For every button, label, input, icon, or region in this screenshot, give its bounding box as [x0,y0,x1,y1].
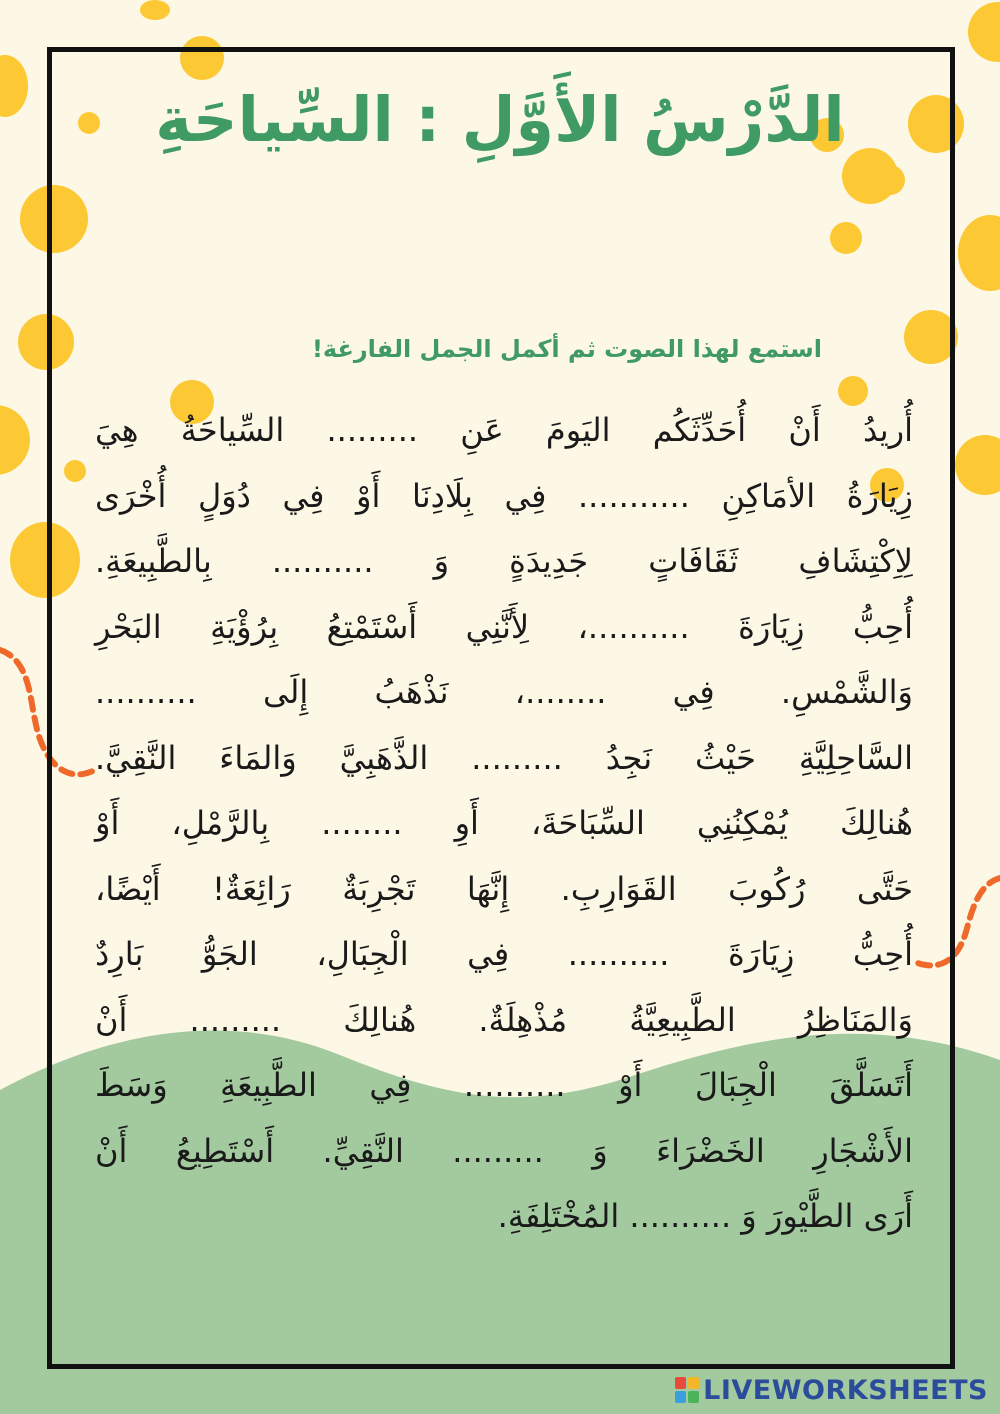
page-title: الدَّرْسُ الأَوَّلِ : السِّياحَةِ [155,83,845,156]
passage-line: هُنالِكَ يُمْكِنُنِي السِّبَاحَةَ، أَوِ ........ بِالرَّمْلِ، أَوْ [95,804,913,842]
passage-line: أُحِبُّ زِيَارَةَ .......... فِي الْجِبَالِ، الجَوُّ بَارِدٌ [95,935,913,973]
passage-line: أَرَى الطَّيْورَ وَ .......... المُخْتَلِفَةِ. [497,1197,913,1235]
passage-line: زِيَارَةُ الأمَاكِنِ ........... فِي بِلَادِنَا أَوْ فِي دُوَلٍ أُخْرَى [95,476,913,515]
passage-line: حَتَّى رُكُوبَ القَوَارِبِ. إِنَّهَا تَجْرِبَةٌ رَائِعَةٌ! أَيْضًا، [95,869,913,908]
passage-line: لِاِكْتِشَافِ ثَقَافَاتٍ جَدِيدَةٍ وَ .......... بِالطَّبِيعَةِ. [95,542,913,580]
passage-line: أَتَسَلَّقَ الْجِبَالَ أَوْ .......... فِي الطَّبِيعَةِ وَسَطَ [95,1066,913,1104]
passage-line: وَالشَّمْسِ. فِي ........، نَذْهَبُ إِلَى .......... [95,673,913,711]
passage-line: السَّاحِلِيَّةِ حَيْثُ نَجِدُ ......... الذَّهَبِيَّ وَالمَاءَ النَّقِيَّ. [95,738,913,777]
instruction-text: استمع لهذا الصوت ثم أكمل الجمل الفارغة! [311,335,822,363]
liveworksheets-logo-icon [675,1377,699,1403]
liveworksheets-brand[interactable] [675,1370,988,1410]
passage-line: الأَشْجَارِ الخَضْرَاءَ وَ ......... النَّقِيِّ. أَسْتَطِيعُ أَنْ [95,1131,913,1170]
passage-text [95,398,913,1250]
passage-line: أُحِبُّ زِيَارَةَ ..........، لِأَنَّنِي أَسْتَمْتِعُ بِرُؤْيَةِ البَحْرِ [95,607,913,646]
passage-line: أُريدُ أَنْ أُحَدِّثَكُم اليَومَ عَنِ ......... السِّياحَةُ هِيَ [95,411,913,449]
passage-line: وَالمَنَاظِرُ الطَّبِيعِيَّةُ مُذْهِلَةٌ. هُنالِكَ ......... أَنْ [95,1000,913,1039]
brand-name: LIVEWORKSHEETS [703,1374,988,1406]
